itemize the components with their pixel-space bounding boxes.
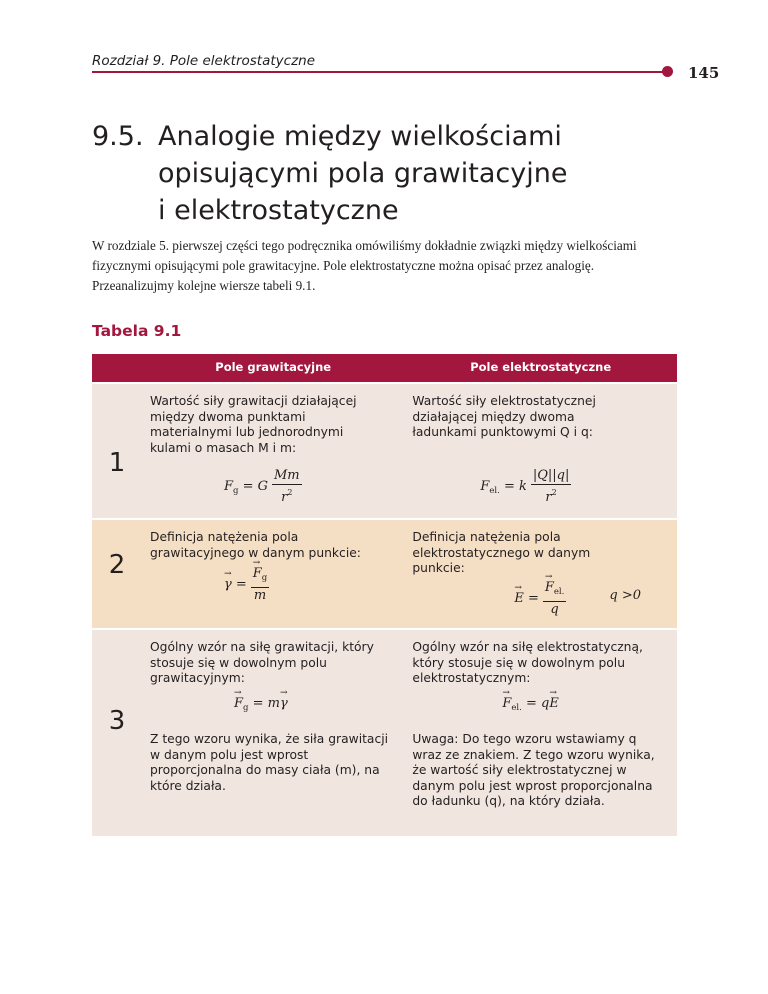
grav-field-formula: → γ = → $\frac{F_g}{m}$: [224, 566, 269, 603]
table-row: [92, 629, 677, 836]
elec-cell: [404, 383, 677, 519]
newton-law-formula: $F_g = G$ $\frac{Mm}{r^2}$: [224, 468, 300, 505]
header-gravitational: Pole grawitacyjne: [142, 354, 404, 383]
elec-cell: [404, 629, 677, 836]
section-title-line: i elektrostatyczne: [158, 195, 399, 226]
analogy-table: [92, 354, 677, 836]
grav-cell: [142, 629, 404, 836]
elec-text: Definicja natężenia pola elektrostatycznego w danym punkcie:: [412, 530, 591, 575]
grav-text: Wartość siły grawitacji działającej między dwoma punktami materialnymi lub jednorodnymi kulami o masach M i m:: [150, 394, 357, 455]
table-label: Tabela 9.1: [92, 322, 182, 340]
header-electrostatic: Pole elektrostatyczne: [404, 354, 677, 383]
section-title-line: Analogie między wielkościami: [158, 121, 562, 152]
row-number: 2: [108, 550, 126, 580]
table-row: [92, 519, 677, 629]
section-title: [92, 118, 567, 229]
running-head: Rozdział 9. Pole elektrostatyczne: [92, 53, 316, 69]
grav-text: Definicja natężenia pola grawitacyjnego w danym punkcie:: [150, 530, 361, 560]
row-number-cell: [92, 629, 142, 836]
grav-cell: [142, 383, 404, 519]
page-number: 145: [688, 64, 720, 82]
row-number-cell: [92, 519, 142, 629]
charge-condition: q >0: [609, 588, 641, 603]
row-number: 1: [108, 448, 126, 478]
elec-cell: [404, 519, 677, 629]
row-number: 3: [108, 706, 126, 736]
elec-field-formula: → E = → $\frac{F_{el.}}{q}$: [514, 580, 566, 617]
grav-cell: [142, 519, 404, 629]
elec-note: Uwaga: Do tego wzoru wstawiamy q wraz ze znakiem. Z tego wzoru wynika, że wartość siły elektrostatycznej w danym polu jest wprost proporcjonalna do ładunku (q), na który działa.: [412, 732, 655, 808]
row-number-cell: [92, 383, 142, 519]
elec-text: Wartość siły elektrostatycznej działającej między dwoma ładunkami punktowymi Q i q:: [412, 394, 596, 439]
grav-text: Ogólny wzór na siłę grawitacji, który stosuje się w dowolnym polu grawitacyjnym:: [150, 640, 374, 685]
elec-force-formula: → $F_{el.} = q\to E$: [502, 696, 558, 717]
elec-text: Ogólny wzór na siłę elektrostatyczną, który stosuje się w dowolnym polu elektrostatycznym:: [412, 640, 643, 685]
header-rule: [92, 71, 672, 73]
table-header-row: [92, 354, 677, 383]
coulomb-law-formula: $F_{el.} = k$ $\frac{|Q||q|}{r^2}$: [480, 468, 570, 505]
header-dot: [662, 66, 673, 77]
table-row: [92, 383, 677, 519]
grav-force-formula: → $F_g = m\to \gamma$: [234, 696, 288, 717]
section-number: 9.5.: [92, 121, 144, 152]
header-empty: [92, 354, 142, 383]
intro-paragraph: W rozdziale 5. pierwszej części tego podręcznika omówiliśmy dokładnie związki między wielkościami fizycznymi opisującymi pole grawitacyjne. Pole elektrostatyczne można opisać przez analogię. Przeanalizujmy kolejne wiersze tabeli 9.1.: [92, 238, 637, 293]
grav-note: Z tego wzoru wynika, że siła grawitacji w danym polu jest wprost proporcjonalna do masy ciała (m), na które działa.: [150, 732, 389, 793]
section-title-line: opisującymi pola grawitacyjne: [158, 158, 568, 189]
